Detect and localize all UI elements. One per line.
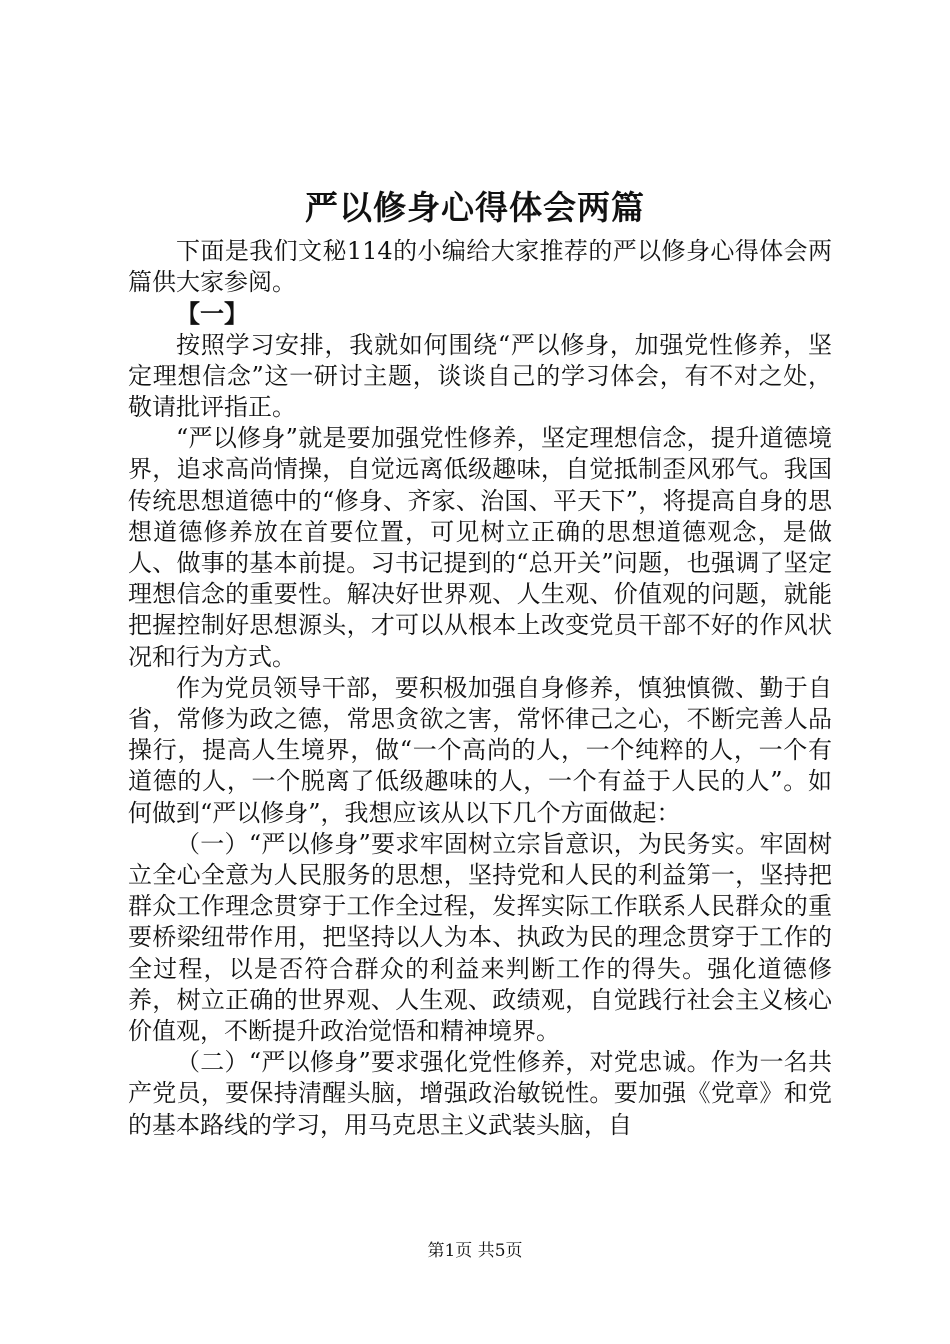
document-title: 严以修身心得体会两篇: [305, 188, 645, 227]
body-paragraph: 作为党员领导干部，要积极加强自身修养，慎独慎微、勤于自省，常修为政之德，常思贪欲之害，常怀律己之心，不断完善人品操行，提高人生境界，做“一个高尚的人，一个纯粹的人，一个有道德的人，一个脱离了低级趣味的人，一个有益于人民的人”。如何做到“严以修身”，我想应该从以下几个方面做起：: [128, 673, 832, 827]
document-body: [128, 236, 832, 1141]
body-paragraph: （二）“严以修身”要求强化党性修养，对党忠诚。作为一名共产党员，要保持清醒头脑，增强政治敏锐性。要加强《党章》和党的基本路线的学习，用马克思主义武装头脑，自: [128, 1048, 832, 1139]
body-paragraph: （一）“严以修身”要求牢固树立宗旨意识，为民务实。牢固树立全心全意为人民服务的思想，坚持党和人民的利益第一，坚持把群众工作理念贯穿于工作全过程，发挥实际工作联系人民群众的重要桥梁纽带作用，把坚持以人为本、执政为民的理念贯穿于工作的全过程，以是否符合群众的利益来判断工作的得失。强化道德修养，树立正确的世界观、人生观、政绩观，自觉践行社会主义核心价值观，不断提升政治觉悟和精神境界。: [128, 829, 832, 1046]
intro-paragraph: 下面是我们文秘114的小编给大家推荐的严以修身心得体会两篇供大家参阅。: [128, 237, 832, 297]
section-heading-one: 【一】: [176, 299, 248, 329]
body-paragraph: “严以修身”就是要加强党性修养，坚定理想信念，提升道德境界，追求高尚情操，自觉远离低级趣味，自觉抵制歪风邪气。我国传统思想道德中的“修身、齐家、治国、平天下”，将提高自身的思想道德修养放在首要位置，可见树立正确的思想道德观念，是做人、做事的基本前提。习书记提到的“总开关”问题，也强调了坚定理想信念的重要性。解决好世界观、人生观、价值观的问题，就能把握控制好思想源头，才可以从根本上改变党员干部不好的作风状况和行为方式。: [128, 424, 832, 671]
body-paragraph: 按照学习安排，我就如何围绕“严以修身，加强党性修养，坚定理想信念”这一研讨主题，谈谈自己的学习体会，有不对之处，敬请批评指正。: [128, 330, 832, 422]
page-footer: 第1页 共5页: [427, 1241, 523, 1261]
